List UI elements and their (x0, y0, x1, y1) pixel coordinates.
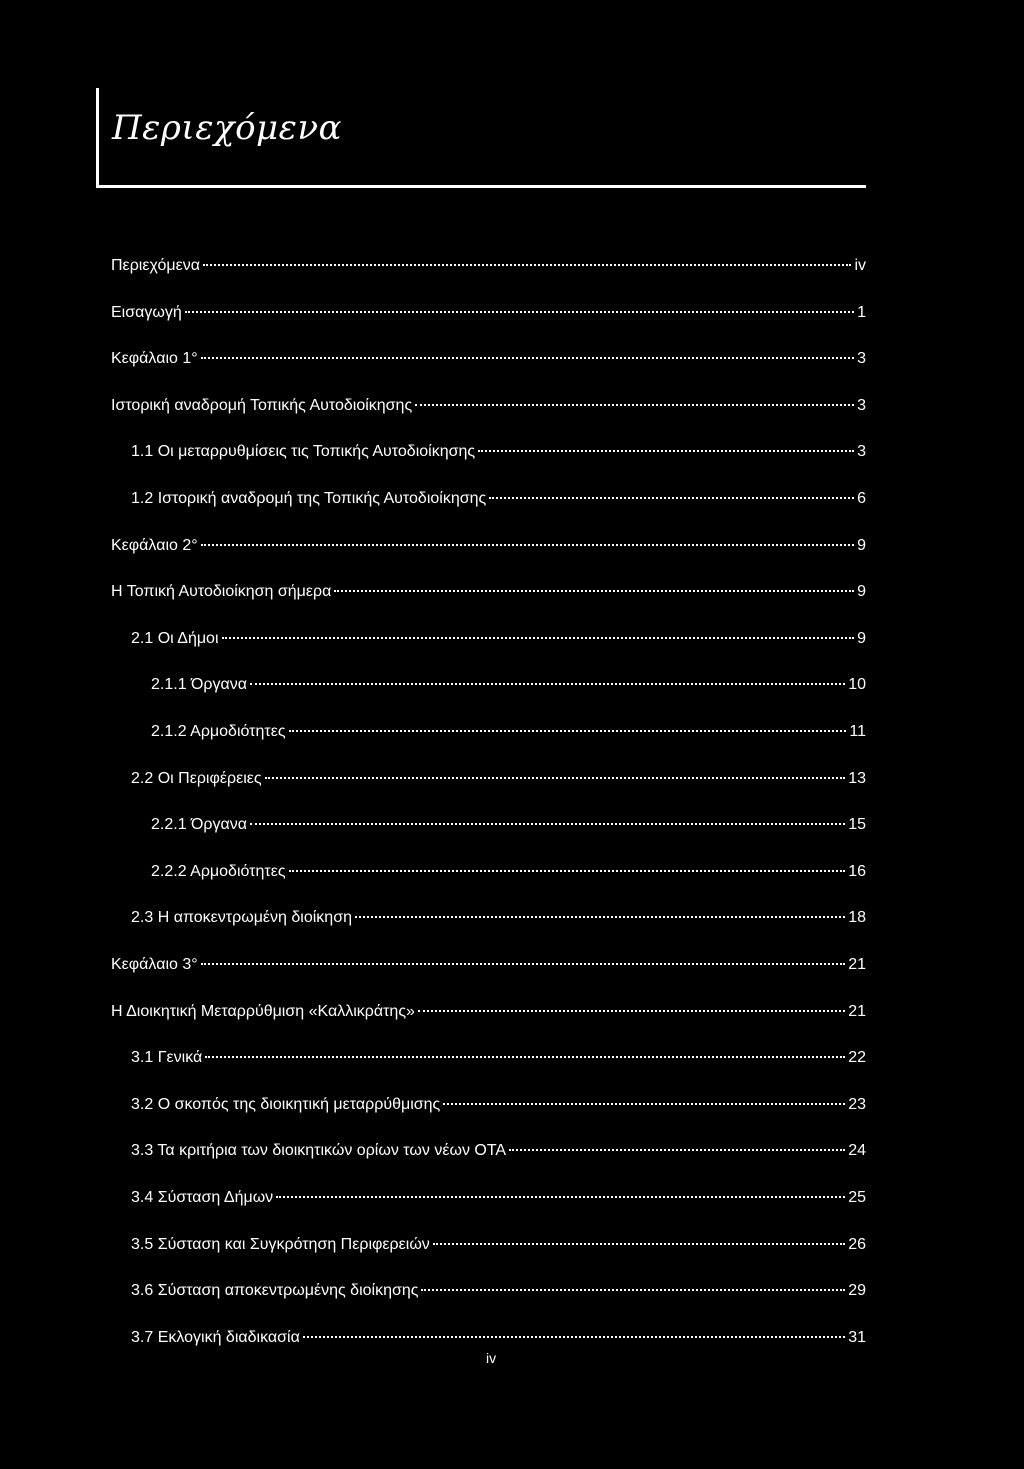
page-title: Περιεχόμενα (112, 108, 343, 148)
dot-leader (303, 1336, 845, 1338)
toc-entry-page: 6 (857, 490, 866, 507)
toc-entry-label: 3.4 Σύσταση Δήμων (131, 1189, 274, 1206)
toc-entry-page: 25 (848, 1189, 866, 1206)
toc-entry-label: 1.1 Οι μεταρρυθμίσεις τις Τοπικής Αυτοδιοίκησης (131, 443, 476, 460)
toc-entry-page: 3 (857, 443, 866, 460)
toc-entry-label: 3.7 Εκλογική διαδικασία (131, 1329, 300, 1346)
dot-leader (250, 823, 845, 825)
toc-entry-label: 3.1 Γενικά (131, 1049, 203, 1066)
toc-entry-page: iv (854, 257, 866, 274)
dot-leader (222, 637, 855, 639)
toc-entry-page: 13 (848, 770, 866, 787)
dot-leader (433, 1243, 845, 1245)
toc-entry-label: 3.5 Σύσταση και Συγκρότηση Περιφερειών (131, 1236, 430, 1253)
toc-entry[interactable] (151, 675, 866, 695)
dot-leader (443, 1103, 845, 1105)
toc-entry-label: Η Τοπική Αυτοδιοίκηση σήμερα (111, 583, 332, 600)
toc-entry-label: 3.2 Ο σκοπός της διοικητική μεταρρύθμισης (131, 1096, 441, 1113)
toc-entry[interactable] (111, 536, 866, 556)
toc-entry-label: Κεφάλαιο 2° (111, 537, 198, 554)
toc-entry-label: 3.6 Σύσταση αποκεντρωμένης διοίκησης (131, 1282, 419, 1299)
toc-entry-label: Κεφάλαιο 1° (111, 350, 198, 367)
toc-entry-page: 11 (849, 723, 866, 740)
dot-leader (509, 1149, 845, 1151)
dot-leader (418, 1010, 845, 1012)
dot-leader (289, 730, 847, 732)
toc-entry-page: 9 (857, 537, 866, 554)
dot-leader (203, 264, 851, 266)
toc-entry-page: 3 (857, 350, 866, 367)
toc-entry-label: Περιεχόμενα (111, 257, 200, 274)
dot-leader (289, 870, 846, 872)
toc-entry[interactable] (111, 1002, 866, 1022)
toc-entry[interactable] (131, 1235, 866, 1255)
dot-leader (201, 357, 854, 359)
dot-leader (478, 450, 854, 452)
toc-entry-label: 3.3 Τα κριτήρια των διοικητικών ορίων των νέων ΟΤΑ (131, 1142, 507, 1159)
toc-entry-page: 15 (848, 816, 866, 833)
page-number: iv (486, 1350, 497, 1366)
dot-leader (265, 777, 846, 779)
toc-entry-label: Ιστορική αναδρομή Τοπικής Αυτοδιοίκησης (111, 397, 413, 414)
dot-leader (421, 1289, 845, 1291)
toc-entry-label: 2.2.1 Όργανα (151, 816, 248, 833)
dot-leader (185, 311, 854, 313)
toc-entry-page: 21 (848, 1003, 866, 1020)
toc-entry-page: 29 (848, 1282, 866, 1299)
dot-leader (415, 404, 854, 406)
toc-entry[interactable] (131, 1048, 866, 1068)
toc-entry-page: 26 (848, 1236, 866, 1253)
dot-leader (334, 590, 854, 592)
toc-entry-label: 1.2 Ιστορική αναδρομή της Τοπικής Αυτοδιοίκησης (131, 490, 487, 507)
toc-entry[interactable] (131, 908, 866, 928)
toc-entry-page: 18 (848, 909, 866, 926)
toc-entry-page: 1 (857, 304, 866, 321)
toc-entry-page: 21 (848, 956, 866, 973)
toc-entry[interactable] (111, 582, 866, 602)
toc-entry-page: 16 (848, 863, 866, 880)
toc-entry[interactable] (151, 815, 866, 835)
toc-entry-label: Η Διοικητική Μεταρρύθμιση «Καλλικράτης» (111, 1003, 415, 1020)
toc-entry-page: 10 (848, 676, 866, 693)
toc-entry[interactable] (111, 396, 866, 416)
toc-entry-page: 23 (848, 1096, 866, 1113)
toc-entry-label: Εισαγωγή (111, 304, 182, 321)
toc-entry[interactable] (131, 442, 866, 462)
toc-entry-label: 2.1 Οι Δήμοι (131, 630, 219, 647)
toc-entry-label: Κεφάλαιο 3° (111, 956, 198, 973)
toc-entry[interactable] (131, 1188, 866, 1208)
toc-entry-page: 3 (857, 397, 866, 414)
toc-entry[interactable] (111, 955, 866, 975)
toc-entry-page: 9 (857, 583, 866, 600)
toc-entry-label: 2.1.2 Αρμοδιότητες (151, 723, 286, 740)
toc-entry-label: 2.2.2 Αρμοδιότητες (151, 863, 286, 880)
toc-entry-page: 24 (848, 1142, 866, 1159)
toc-entry-label: 2.2 Οι Περιφέρειες (131, 770, 262, 787)
toc-entry[interactable] (131, 489, 866, 509)
dot-leader (201, 544, 854, 546)
toc-entry[interactable] (131, 1141, 866, 1161)
toc-entry[interactable] (131, 629, 866, 649)
dot-leader (201, 963, 846, 965)
toc-entry-page: 9 (857, 630, 866, 647)
toc-entry[interactable] (151, 722, 866, 742)
toc-entry-page: 22 (848, 1049, 866, 1066)
toc-entry[interactable] (131, 1281, 866, 1301)
dot-leader (489, 497, 854, 499)
toc-entry-page: 31 (848, 1329, 866, 1346)
toc-entry[interactable] (131, 769, 866, 789)
toc-entry[interactable] (111, 349, 866, 369)
toc-entry[interactable] (131, 1095, 866, 1115)
dot-leader (250, 683, 845, 685)
toc-entry[interactable] (111, 256, 866, 276)
dot-leader (355, 916, 845, 918)
dot-leader (276, 1196, 845, 1198)
dot-leader (205, 1056, 845, 1058)
toc-entry-label: 2.3 Η αποκεντρωμένη διοίκηση (131, 909, 352, 926)
toc-entry[interactable] (131, 1328, 866, 1348)
toc-entry[interactable] (151, 862, 866, 882)
toc-entry[interactable] (111, 303, 866, 323)
toc-entry-label: 2.1.1 Όργανα (151, 676, 248, 693)
